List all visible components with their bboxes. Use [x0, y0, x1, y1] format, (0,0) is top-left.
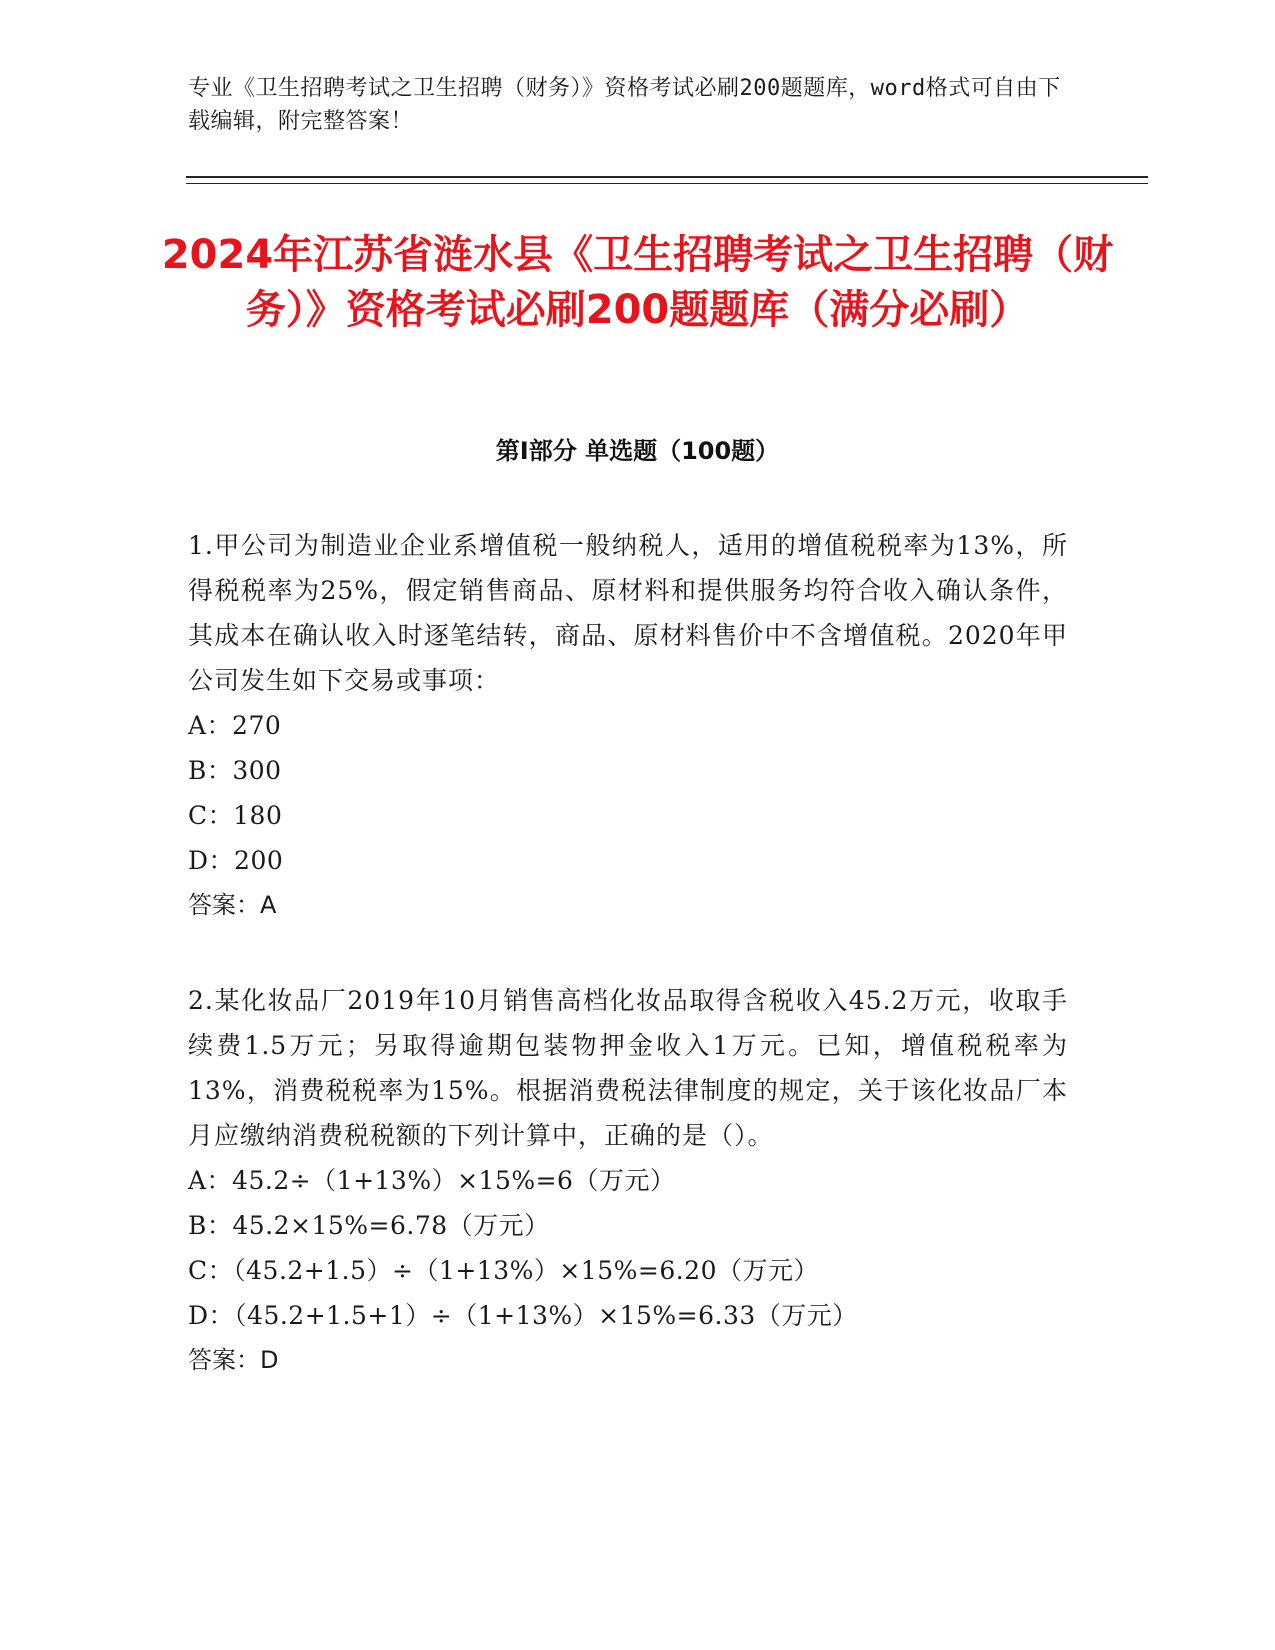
option-b: B：300 — [188, 756, 282, 785]
question-stem: 1.甲公司为制造业企业系增值税一般纳税人，适用的增值税税率为13%，所得税税率为25%，假定销售商品、原材料和提供服务均符合收入确认条件，其成本在确认收入时逐笔结转，商品、原材料售价中不含增值税。2020年甲公司发生如下交易或事项： — [188, 531, 1068, 695]
header-note: 专业《卫生招聘考试之卫生招聘（财务）》资格考试必刷200题题库，word格式可自由下载编辑，附完整答案！ — [188, 76, 1061, 134]
section-title: 第Ⅰ部分 单选题（100题） — [495, 437, 780, 465]
option-a: A：270 — [188, 711, 282, 740]
header-rule-thin — [186, 183, 1148, 184]
option-b: B：45.2×15%=6.78（万元） — [188, 1211, 550, 1240]
header-rule-thick — [186, 176, 1148, 178]
option-d: D：（45.2+1.5+1）÷（1+13%）×15%=6.33（万元） — [188, 1301, 858, 1330]
option-c: C：（45.2+1.5）÷（1+13%）×15%=6.20（万元） — [188, 1256, 819, 1285]
option-d: D：200 — [188, 846, 284, 875]
question-1 — [188, 523, 1068, 928]
answer-label: 答案：A — [188, 891, 277, 919]
answer-label: 答案：D — [188, 1346, 279, 1374]
question-2 — [188, 978, 1068, 1383]
option-c: C：180 — [188, 801, 283, 830]
document-title: 2024年江苏省涟水县《卫生招聘考试之卫生招聘（财务）》资格考试必刷200题题库（满分必刷） — [161, 232, 1114, 333]
option-a: A：45.2÷（1+13%）×15%=6（万元） — [188, 1166, 676, 1195]
question-stem: 2.某化妆品厂2019年10月销售高档化妆品取得含税收入45.2万元，收取手续费1.5万元；另取得逾期包装物押金收入1万元。已知，增值税税率为13%，消费税税率为15%。根据消费税法律制度的规定，关于该化妆品厂本月应缴纳消费税税额的下列计算中，正确的是（）。 — [188, 986, 1068, 1150]
